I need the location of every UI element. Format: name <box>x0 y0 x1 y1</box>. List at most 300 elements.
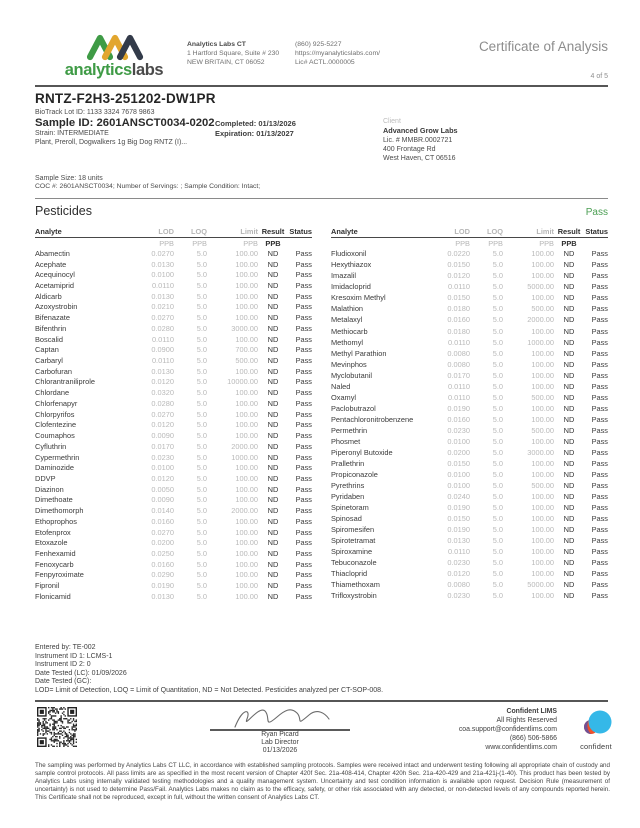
status-value: Pass <box>591 359 608 369</box>
analyte-name: Azoxystrobin <box>35 302 78 312</box>
status-value: Pass <box>295 248 312 258</box>
limit-value: 100.00 <box>235 527 258 537</box>
table-row <box>35 334 312 345</box>
table-row <box>331 337 608 348</box>
table-row <box>331 491 608 502</box>
result-value: ND <box>563 525 575 535</box>
loq-value: 5.0 <box>196 441 207 451</box>
limit-value: 100.00 <box>235 259 258 269</box>
column-header-result: Result <box>554 227 584 238</box>
lod-value: 0.0190 <box>447 403 470 413</box>
result-value: ND <box>267 452 279 462</box>
confident-brand <box>570 710 622 751</box>
instrument-id-1: Instrument ID 1: LCMS-1 <box>35 652 113 660</box>
status-value: Pass <box>295 431 312 441</box>
loq-value: 5.0 <box>196 473 207 483</box>
loq-value: 5.0 <box>196 591 207 601</box>
units-row <box>331 238 608 248</box>
result-value: ND <box>563 547 575 557</box>
analyte-name: Pyridaben <box>331 491 365 501</box>
loq-value: 5.0 <box>196 291 207 301</box>
confident-logo-icon <box>578 710 614 737</box>
analyte-name: Myclobutanil <box>331 370 373 380</box>
loq-value: 5.0 <box>492 414 503 424</box>
lab-contact-block <box>295 30 423 68</box>
lod-value: 0.0240 <box>447 491 470 501</box>
column-header-limit: Limit <box>503 227 554 238</box>
limit-value: 100.00 <box>531 469 554 479</box>
status-value: Pass <box>591 425 608 435</box>
table-row <box>331 535 608 546</box>
table-row <box>35 462 312 473</box>
limit-value: 3000.00 <box>527 447 554 457</box>
result-value: ND <box>267 506 279 516</box>
limit-value: 100.00 <box>235 581 258 591</box>
units-loq: PPB <box>488 238 503 248</box>
analyte-name: Metalaxyl <box>331 315 363 325</box>
loq-value: 5.0 <box>196 323 207 333</box>
units-result: PPB <box>265 238 281 248</box>
signatory-name: Ryan Picard <box>261 731 299 738</box>
table-row <box>331 546 608 557</box>
table-row <box>331 259 608 270</box>
limit-value: 100.00 <box>531 547 554 557</box>
result-value: ND <box>267 420 279 430</box>
status-value: Pass <box>295 463 312 473</box>
table-row <box>331 436 608 447</box>
analyte-name: Chlordane <box>35 388 70 398</box>
limit-value: 700.00 <box>235 345 258 355</box>
section-status-badge: Pass <box>585 207 608 219</box>
loq-value: 5.0 <box>196 516 207 526</box>
lod-value: 0.0220 <box>447 249 470 259</box>
table-row <box>35 452 312 463</box>
lod-value: 0.0180 <box>447 326 470 336</box>
limit-value: 100.00 <box>235 548 258 558</box>
lab-phone: (860) 925-5227 <box>295 41 342 48</box>
lod-value: 0.0100 <box>447 436 470 446</box>
result-value: ND <box>563 558 575 568</box>
analyte-name: Ethoprophos <box>35 516 77 526</box>
limit-value: 100.00 <box>235 270 258 280</box>
status-value: Pass <box>295 313 312 323</box>
loq-value: 5.0 <box>196 281 207 290</box>
result-value: ND <box>267 356 279 366</box>
status-value: Pass <box>295 281 312 290</box>
limit-value: 100.00 <box>235 516 258 526</box>
pesticides-table-right <box>331 227 608 601</box>
result-value: ND <box>563 480 575 490</box>
lod-value: 0.0280 <box>151 398 174 408</box>
results-tables <box>35 227 608 601</box>
lod-value: 0.0900 <box>151 345 174 355</box>
table-row <box>35 248 312 259</box>
analyte-name: Thiamethoxam <box>331 580 380 590</box>
table-row <box>35 419 312 430</box>
status-value: Pass <box>295 366 312 376</box>
analyte-name: Carbaryl <box>35 356 63 366</box>
limit-value: 100.00 <box>235 313 258 323</box>
column-header-status: Status <box>585 227 608 237</box>
test-notes <box>35 644 383 696</box>
loq-value: 5.0 <box>196 302 207 312</box>
table-row <box>35 484 312 495</box>
result-value: ND <box>267 334 279 344</box>
result-value: ND <box>267 548 279 558</box>
status-value: Pass <box>295 581 312 591</box>
document-title: Certificate of Analysis <box>478 39 608 54</box>
status-value: Pass <box>591 480 608 490</box>
table-row <box>35 344 312 355</box>
units-status <box>584 238 608 248</box>
loq-value: 5.0 <box>196 345 207 355</box>
table-row <box>35 559 312 570</box>
result-value: ND <box>563 282 575 292</box>
status-value: Pass <box>295 473 312 483</box>
analyte-name: Chlorfenapyr <box>35 398 78 408</box>
analyte-name: Fenpyroximate <box>35 570 84 580</box>
table-row <box>331 348 608 359</box>
table-row <box>331 292 608 303</box>
analyte-name: Naled <box>331 381 351 391</box>
lims-rights: All Rights Reserved <box>496 717 557 724</box>
status-value: Pass <box>295 388 312 398</box>
table-row <box>331 314 608 325</box>
limit-value: 2000.00 <box>527 315 554 325</box>
lod-value: 0.0180 <box>447 304 470 314</box>
lod-value: 0.0290 <box>151 570 174 580</box>
units-limit: PPB <box>243 238 258 248</box>
limit-value: 100.00 <box>531 536 554 546</box>
loq-value: 5.0 <box>196 398 207 408</box>
qr-code <box>37 707 77 752</box>
status-value: Pass <box>591 403 608 413</box>
result-value: ND <box>563 580 575 590</box>
table-row <box>35 473 312 484</box>
result-value: ND <box>267 581 279 591</box>
status-value: Pass <box>295 495 312 505</box>
analyte-name: Malathion <box>331 304 364 314</box>
logo-wordmark-primary: analytics <box>64 61 132 79</box>
status-value: Pass <box>591 514 608 524</box>
lod-value: 0.0150 <box>447 260 470 270</box>
limit-value: 100.00 <box>531 569 554 579</box>
limit-value: 100.00 <box>235 420 258 430</box>
result-value: ND <box>563 436 575 446</box>
client-address-line1: 400 Frontage Rd <box>383 145 436 153</box>
lod-value: 0.0190 <box>447 525 470 535</box>
loq-value: 5.0 <box>196 366 207 376</box>
result-value: ND <box>267 281 279 290</box>
limit-value: 100.00 <box>531 249 554 259</box>
lod-value: 0.0160 <box>447 315 470 325</box>
signature-date: 01/13/2026 <box>262 747 298 755</box>
result-value: ND <box>267 302 279 312</box>
status-value: Pass <box>591 282 608 292</box>
table-row <box>331 326 608 337</box>
limit-value: 100.00 <box>531 514 554 524</box>
lod-value: 0.0230 <box>447 591 470 601</box>
table-row <box>35 355 312 366</box>
table-body <box>331 238 608 602</box>
result-value: ND <box>563 260 575 270</box>
table-row <box>35 430 312 441</box>
status-value: Pass <box>295 538 312 548</box>
lod-value: 0.0270 <box>151 409 174 419</box>
result-value: ND <box>563 569 575 579</box>
sample-matrix: Plant, Preroll, Dogwalkers 1g Big Dog RNTZ (I)... <box>35 139 188 146</box>
client-address-line2: West Haven, CT 06516 <box>383 155 456 163</box>
table-row <box>331 447 608 458</box>
footer-divider <box>35 700 608 702</box>
limit-value: 100.00 <box>531 503 554 513</box>
loq-value: 5.0 <box>492 326 503 336</box>
status-value: Pass <box>591 558 608 568</box>
loq-value: 5.0 <box>492 569 503 579</box>
lod-value: 0.0110 <box>447 282 470 292</box>
limit-value: 100.00 <box>531 359 554 369</box>
client-label: Client <box>383 118 401 125</box>
loq-value: 5.0 <box>196 527 207 537</box>
loq-value: 5.0 <box>196 581 207 591</box>
header-divider <box>35 85 608 87</box>
loq-value: 5.0 <box>196 559 207 569</box>
limit-value: 100.00 <box>235 473 258 483</box>
section-header <box>35 204 608 218</box>
units-limit: PPB <box>539 238 554 248</box>
analyte-name: Clofentezine <box>35 420 77 430</box>
signatory-title: Lab Director <box>261 739 299 747</box>
lod-value: 0.0150 <box>447 293 470 303</box>
analyte-name: Pyrethrins <box>331 480 365 490</box>
mountain-zigzag-icon <box>82 30 146 62</box>
limit-value: 1000.00 <box>527 337 554 347</box>
result-value: ND <box>267 323 279 333</box>
table-row <box>35 366 312 377</box>
loq-value: 5.0 <box>196 334 207 344</box>
loq-value: 5.0 <box>492 591 503 601</box>
loq-value: 5.0 <box>492 514 503 524</box>
loq-value: 5.0 <box>492 403 503 413</box>
lod-value: 0.0120 <box>447 569 470 579</box>
table-row <box>331 425 608 436</box>
limit-value: 100.00 <box>235 334 258 344</box>
limit-value: 2000.00 <box>231 441 258 451</box>
instrument-id-2: Instrument ID 2: 0 <box>35 661 91 669</box>
status-value: Pass <box>591 381 608 391</box>
status-value: Pass <box>295 291 312 301</box>
loq-value: 5.0 <box>492 304 503 314</box>
table-row <box>331 370 608 381</box>
limit-value: 500.00 <box>531 304 554 314</box>
lod-value: 0.0130 <box>151 591 174 601</box>
analyte-name: Cyfluthrin <box>35 441 67 451</box>
loq-value: 5.0 <box>492 447 503 457</box>
logo-wordmark <box>55 62 173 78</box>
status-value: Pass <box>295 559 312 569</box>
loq-value: 5.0 <box>196 377 207 387</box>
result-value: ND <box>267 259 279 269</box>
status-value: Pass <box>591 271 608 281</box>
limit-value: 100.00 <box>531 591 554 601</box>
lod-value: 0.0100 <box>447 480 470 490</box>
limit-value: 100.00 <box>531 403 554 413</box>
lod-value: 0.0110 <box>447 547 470 557</box>
analyte-name: Aldicarb <box>35 291 62 301</box>
status-value: Pass <box>591 591 608 601</box>
table-row <box>35 591 312 602</box>
column-header-lod: LOD <box>129 227 174 238</box>
limit-value: 100.00 <box>531 370 554 380</box>
status-value: Pass <box>591 458 608 468</box>
column-header-loq: LOQ <box>470 227 503 238</box>
page-indicator: 4 of 5 <box>590 73 608 80</box>
lims-website: www.confidentlims.com <box>485 744 557 751</box>
analyte-name: Fludioxonil <box>331 249 367 259</box>
status-value: Pass <box>295 356 312 366</box>
lod-value: 0.0170 <box>447 370 470 380</box>
lod-value: 0.0100 <box>151 270 174 280</box>
status-value: Pass <box>295 441 312 451</box>
result-value: ND <box>563 271 575 281</box>
signature-block <box>205 703 355 756</box>
analyte-name: Fenoxycarb <box>35 559 74 569</box>
loq-value: 5.0 <box>492 359 503 369</box>
analyte-name: Dimethoate <box>35 495 73 505</box>
loq-value: 5.0 <box>492 282 503 292</box>
result-value: ND <box>563 536 575 546</box>
loq-value: 5.0 <box>492 558 503 568</box>
sample-size: Sample Size: 18 units <box>35 175 103 183</box>
analyte-name: Methomyl <box>331 337 364 347</box>
result-value: ND <box>563 403 575 413</box>
table-row <box>331 303 608 314</box>
lod-value: 0.0090 <box>151 495 174 505</box>
result-value: ND <box>267 270 279 280</box>
table-row <box>331 381 608 392</box>
result-value: ND <box>563 381 575 391</box>
analyte-name: Flonicamid <box>35 591 71 601</box>
table-row <box>331 568 608 579</box>
status-value: Pass <box>591 580 608 590</box>
limit-value: 100.00 <box>531 436 554 446</box>
table-row <box>331 359 608 370</box>
loq-value: 5.0 <box>492 436 503 446</box>
analyte-name: Propiconazole <box>331 469 378 479</box>
result-value: ND <box>563 414 575 424</box>
dates-block <box>215 117 383 163</box>
status-value: Pass <box>591 293 608 303</box>
biotrack-lot-id: BioTrack Lot ID: 1133 3324 7678 9863 <box>35 109 155 116</box>
status-value: Pass <box>295 452 312 462</box>
analyte-name: Bifenthrin <box>35 323 67 333</box>
status-value: Pass <box>295 506 312 516</box>
limit-value: 500.00 <box>531 425 554 435</box>
result-value: ND <box>563 315 575 325</box>
result-value: ND <box>563 326 575 336</box>
status-value: Pass <box>591 304 608 314</box>
entered-by: Entered by: TE-002 <box>35 644 96 651</box>
status-value: Pass <box>591 326 608 336</box>
result-value: ND <box>563 337 575 347</box>
status-value: Pass <box>295 398 312 408</box>
loq-value: 5.0 <box>492 392 503 402</box>
column-header-result: Result <box>258 227 288 238</box>
analyte-name: Acephate <box>35 259 67 269</box>
loq-value: 5.0 <box>492 425 503 435</box>
limit-value: 2000.00 <box>231 506 258 516</box>
status-value: Pass <box>295 302 312 312</box>
limit-value: 100.00 <box>235 431 258 441</box>
report-title: RNTZ-F2H3-251202-DW1PR <box>35 91 216 106</box>
result-value: ND <box>267 591 279 601</box>
lab-logo <box>55 30 173 78</box>
column-header-analyte: Analyte <box>35 227 129 238</box>
result-value: ND <box>563 370 575 380</box>
logo-wordmark-secondary: labs <box>131 61 164 79</box>
table-body <box>35 238 312 602</box>
status-value: Pass <box>295 409 312 419</box>
analyte-name: Spiroxamine <box>331 547 373 557</box>
table-row <box>331 414 608 425</box>
lab-name: Analytics Labs CT <box>187 41 246 48</box>
result-value: ND <box>267 291 279 301</box>
limit-value: 500.00 <box>235 356 258 366</box>
analyte-name: Piperonyl Butoxide <box>331 447 393 457</box>
lod-value: 0.0080 <box>447 580 470 590</box>
limit-value: 100.00 <box>235 570 258 580</box>
table-row <box>35 548 312 559</box>
analyte-name: Fipronil <box>35 581 60 591</box>
loq-value: 5.0 <box>492 536 503 546</box>
lab-website: https://myanalyticslabs.com/ <box>295 50 380 58</box>
status-value: Pass <box>591 370 608 380</box>
table-row <box>331 458 608 469</box>
confident-brand-name: confident <box>580 742 612 751</box>
analyte-name: Coumaphos <box>35 431 75 441</box>
limit-value: 100.00 <box>531 381 554 391</box>
status-value: Pass <box>591 348 608 358</box>
loq-value: 5.0 <box>492 370 503 380</box>
loq-value: 5.0 <box>196 356 207 366</box>
table-row <box>35 387 312 398</box>
limit-value: 100.00 <box>235 463 258 473</box>
lod-value: 0.0050 <box>151 484 174 494</box>
table-row <box>35 377 312 388</box>
analyte-name: Oxamyl <box>331 392 357 402</box>
result-value: ND <box>267 463 279 473</box>
lod-value: 0.0160 <box>151 559 174 569</box>
client-name: Advanced Grow Labs <box>383 126 458 136</box>
analyte-name: Cypermethrin <box>35 452 80 462</box>
analyte-name: Spiromesifen <box>331 525 375 535</box>
table-row <box>331 524 608 535</box>
status-value: Pass <box>591 249 608 259</box>
analyte-name: Captan <box>35 345 59 355</box>
table-row <box>35 259 312 270</box>
limit-value: 100.00 <box>235 559 258 569</box>
lod-value: 0.0200 <box>447 447 470 457</box>
analyte-name: Acequinocyl <box>35 270 75 280</box>
result-value: ND <box>267 527 279 537</box>
lod-value: 0.0230 <box>447 425 470 435</box>
limit-value: 100.00 <box>531 414 554 424</box>
units-loq: PPB <box>192 238 207 248</box>
units-status <box>288 238 312 248</box>
lod-value: 0.0210 <box>151 302 174 312</box>
table-row <box>331 469 608 480</box>
table-row <box>35 527 312 538</box>
